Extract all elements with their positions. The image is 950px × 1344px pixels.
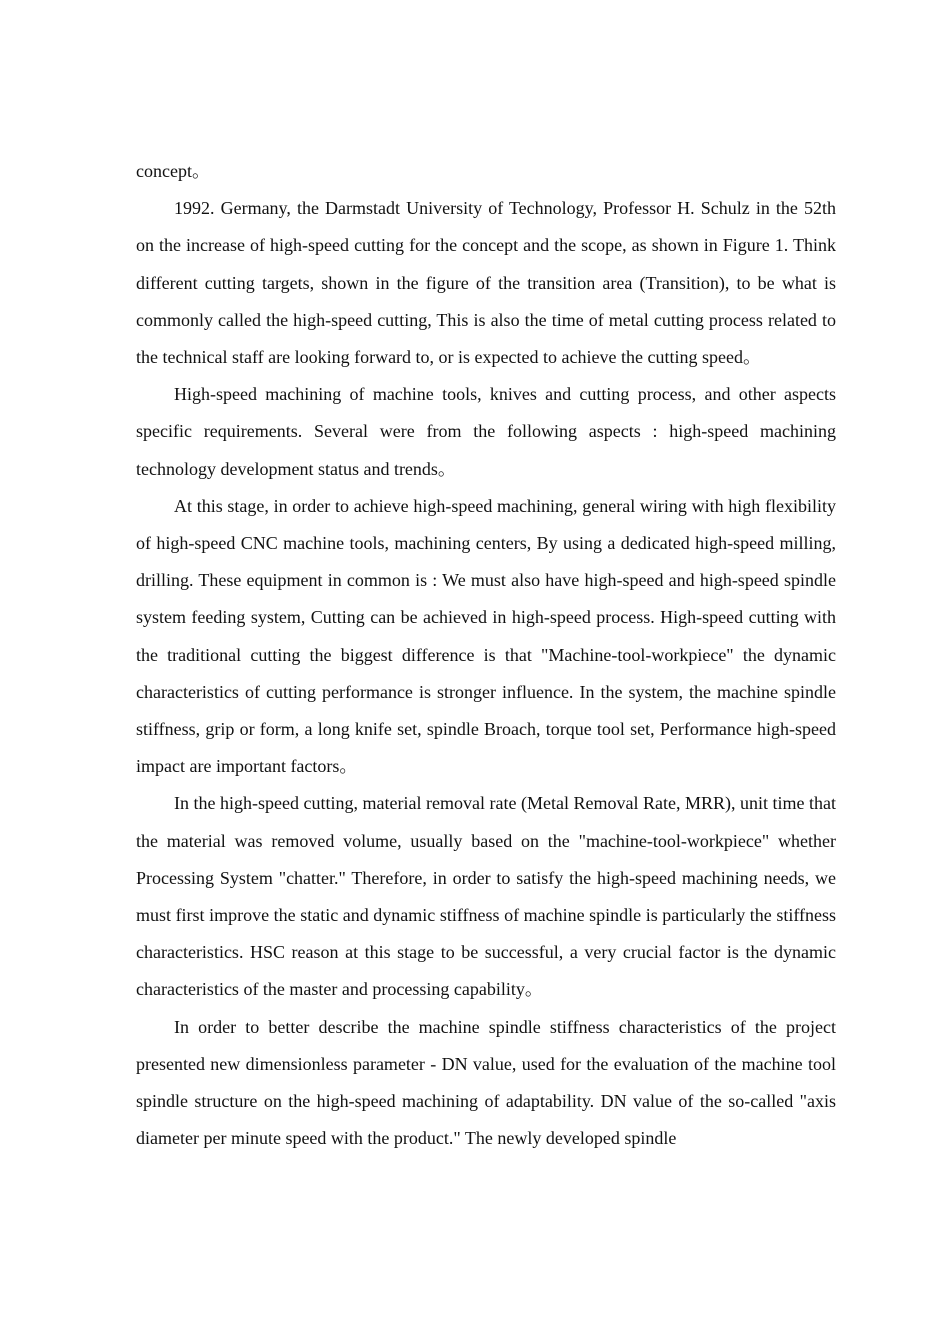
paragraph-schulz-history: 1992. Germany, the Darmstadt University of Technology, Professor H. Schulz in the 52th on the increase of high-speed cutting for the concept and the scope, as shown in Figure 1. Think different cutting targets, shown in the figure of the transition area (Transition), to be what is commonly called the high-speed cutting, This is also the time of metal cutting process related to the technical staff are looking forward to, or is expected to achieve the cutting speed。	[136, 198, 836, 368]
paragraph-removal-rate: In the high-speed cutting, material removal rate (Metal Removal Rate, MRR), unit time that the material was removed volume, usually based on the "machine-tool-workpiece" whether Processing System "chatter." Therefore, in order to satisfy the high-speed machining needs, we must first improve the static and dynamic stiffness of machine spindle is particularly the stiffness characteristics. HSC reason at this stage to be successful, a very crucial factor is the dynamic characteristics of the master and processing capability。	[136, 793, 836, 1000]
paragraph-equipment: At this stage, in order to achieve high-speed machining, general wiring with high flexibility of high-speed CNC machine tools, machining centers, By using a dedicated high-speed milling, drilling. These equipment in common is : We must also have high-speed and high-speed spindle system feeding system, Cutting can be achieved in high-speed process. High-speed cutting with the traditional cutting the biggest difference is that "Machine-tool-workpiece" the dynamic characteristics of cutting performance is stronger influence. In the system, the machine spindle stiffness, grip or form, a long knife set, spindle Broach, torque tool set, Performance high-speed impact are important factors。	[136, 495, 836, 777]
paragraph-concept-continuation: concept。	[136, 161, 210, 181]
paragraph-dn-value: In order to better describe the machine spindle stiffness characteristics of the project presented new dimensionless parameter - DN value, used for the evaluation of the machine tool spindle structure on the high-speed machining of adaptability. DN value of the so-called "axis diameter per minute speed with the product." The newly developed spindle	[136, 1016, 836, 1149]
paragraph-requirements: High-speed machining of machine tools, knives and cutting process, and other aspects specific requirements. Several were from the following aspects : high-speed machining technology development status and trends。	[136, 384, 836, 479]
document-page	[136, 153, 836, 1157]
